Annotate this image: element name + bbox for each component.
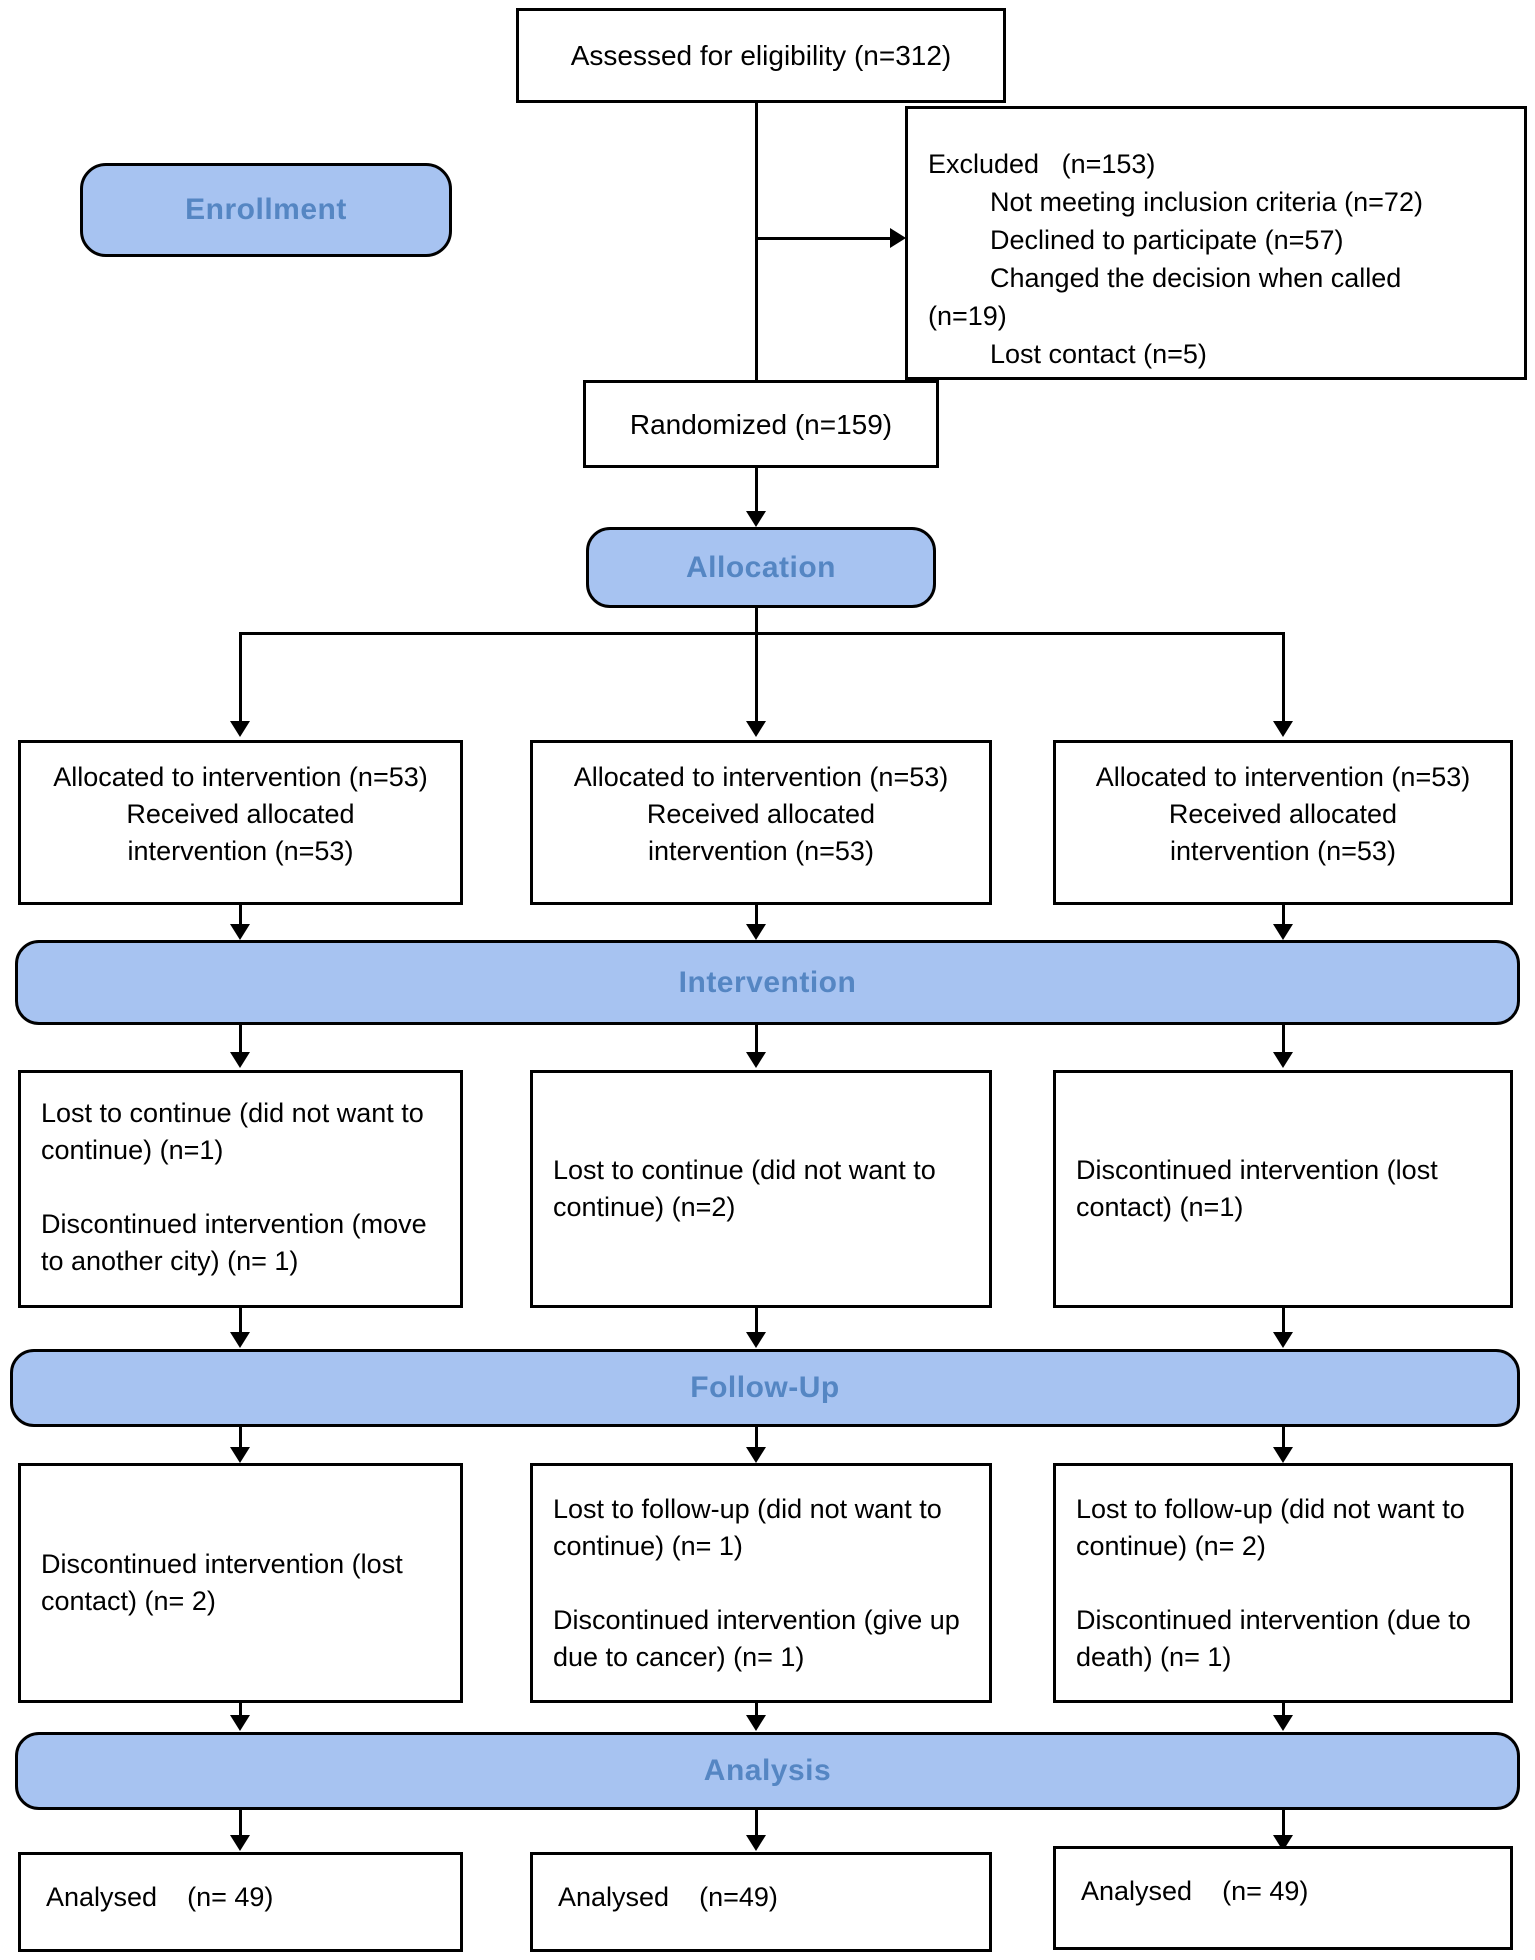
arrow-down-icon (1273, 924, 1293, 940)
connector-excluded (756, 237, 892, 240)
allocated-line: Received allocated (646, 799, 876, 829)
allocated-line: Received allocated (1168, 799, 1398, 829)
connector-branch-arm1 (239, 632, 242, 722)
excluded-box (905, 106, 1527, 380)
followup-loss-box-3 (1053, 1463, 1513, 1703)
arrow-down-icon (230, 1332, 250, 1348)
arrow-down-icon (230, 721, 250, 737)
connector (1282, 1427, 1285, 1448)
enrollment-badge (80, 163, 452, 257)
connector (239, 1308, 242, 1333)
arrow-down-icon (746, 1052, 766, 1068)
loss-text: Lost to follow-up (did not want to continue) (n= 2) (1076, 1494, 1473, 1561)
allocated-box-1 (18, 740, 463, 905)
analysis-bar (15, 1732, 1520, 1810)
excluded-item: Lost contact (n=5) (990, 339, 1207, 369)
arrow-down-icon (746, 1715, 766, 1731)
connector (755, 1025, 758, 1053)
arrow-down-icon (746, 1447, 766, 1463)
loss-text: Lost to follow-up (did not want to continue) (n= 1) (553, 1494, 950, 1561)
arrow-down-icon (1273, 721, 1293, 737)
followup-loss-box-2 (530, 1463, 992, 1703)
excluded-title: Excluded (n=153) (928, 149, 1156, 179)
analysed-box-1 (18, 1852, 463, 1952)
connector (1282, 905, 1285, 925)
connector (239, 1810, 242, 1836)
allocation-label: Allocation (685, 550, 836, 584)
arrow-down-icon (1273, 1715, 1293, 1731)
loss-text: Discontinued intervention (lost contact) (n= 2) (41, 1549, 411, 1616)
connector-allocation-branch (755, 608, 758, 634)
connector (755, 905, 758, 925)
loss-text: Discontinued intervention (move to another city) (n= 1) (41, 1209, 435, 1276)
connector-randomized-allocation (755, 468, 758, 513)
randomized-label: Randomized (n=159) (629, 408, 893, 440)
analysed-box-2 (530, 1852, 992, 1952)
enrollment-label: Enrollment (185, 193, 347, 226)
allocated-box-3 (1053, 740, 1513, 905)
followup-loss-box-1 (18, 1463, 463, 1703)
followup-bar (10, 1349, 1520, 1427)
allocated-line: intervention (n=53) (1170, 836, 1396, 866)
excluded-item: Not meeting inclusion criteria (n=72) (990, 187, 1423, 217)
arrow-down-icon (1273, 1332, 1293, 1348)
arrow-right-icon (890, 228, 906, 248)
analysed-box-3 (1053, 1846, 1513, 1950)
connector (1282, 1025, 1285, 1053)
analysis-label: Analysis (703, 1754, 832, 1787)
excluded-item: (n=19) (928, 301, 1007, 331)
intervention-loss-box-1 (18, 1070, 463, 1308)
connector (755, 1810, 758, 1836)
allocation-badge (586, 527, 936, 608)
loss-text: Lost to continue (did not want to continue) (n=2) (553, 1155, 944, 1222)
arrow-down-icon (746, 1835, 766, 1851)
excluded-item: Changed the decision when called (990, 263, 1402, 293)
analysed-label: Analysed (n= 49) (46, 1882, 274, 1912)
allocated-line: Allocated to intervention (n=53) (1095, 762, 1471, 792)
arrow-down-icon (746, 721, 766, 737)
connector (239, 905, 242, 925)
connector-branch-arm3 (1282, 632, 1285, 722)
connector (755, 1308, 758, 1333)
arrow-down-icon (230, 1715, 250, 1731)
arrow-down-icon (230, 1447, 250, 1463)
arrow-down-icon (746, 924, 766, 940)
assessed-label: Assessed for eligibility (n=312) (570, 40, 952, 71)
loss-text: Discontinued intervention (due to death) (n= 1) (1076, 1605, 1479, 1672)
allocated-line: intervention (n=53) (127, 836, 354, 866)
arrow-down-icon (1273, 1447, 1293, 1463)
randomized-box (583, 380, 939, 468)
connector (239, 1427, 242, 1448)
intervention-label: Intervention (678, 965, 857, 999)
arrow-down-icon (746, 511, 766, 527)
allocated-line: Allocated to intervention (n=53) (53, 762, 428, 792)
allocated-line: Received allocated (126, 799, 355, 829)
arrow-down-icon (230, 924, 250, 940)
loss-text: Discontinued intervention (give up due to cancer) (n= 1) (553, 1605, 968, 1672)
loss-text: Lost to continue (did not want to continue) (n=1) (41, 1098, 432, 1165)
connector (1282, 1810, 1285, 1836)
connector-assessed-randomized (755, 103, 758, 380)
excluded-item: Declined to participate (n=57) (990, 225, 1344, 255)
connector (239, 1025, 242, 1053)
connector (1282, 1308, 1285, 1333)
analysed-label: Analysed (n=49) (558, 1882, 778, 1912)
arrow-down-icon (230, 1052, 250, 1068)
arrow-down-icon (230, 1835, 250, 1851)
allocated-box-2 (530, 740, 992, 905)
intervention-loss-box-2 (530, 1070, 992, 1308)
allocated-line: intervention (n=53) (648, 836, 874, 866)
analysed-label: Analysed (n= 49) (1081, 1876, 1309, 1906)
allocated-line: Allocated to intervention (n=53) (573, 762, 949, 792)
followup-label: Follow-Up (690, 1371, 840, 1404)
arrow-down-icon (746, 1332, 766, 1348)
connector (755, 1427, 758, 1448)
intervention-loss-box-3 (1053, 1070, 1513, 1308)
loss-text: Discontinued intervention (lost contact) (n=1) (1076, 1155, 1446, 1222)
arrow-down-icon (1273, 1052, 1293, 1068)
intervention-bar (15, 940, 1520, 1025)
connector-branch-arm2 (755, 632, 758, 722)
branch-line (239, 632, 1285, 635)
assessed-box (516, 8, 1006, 103)
